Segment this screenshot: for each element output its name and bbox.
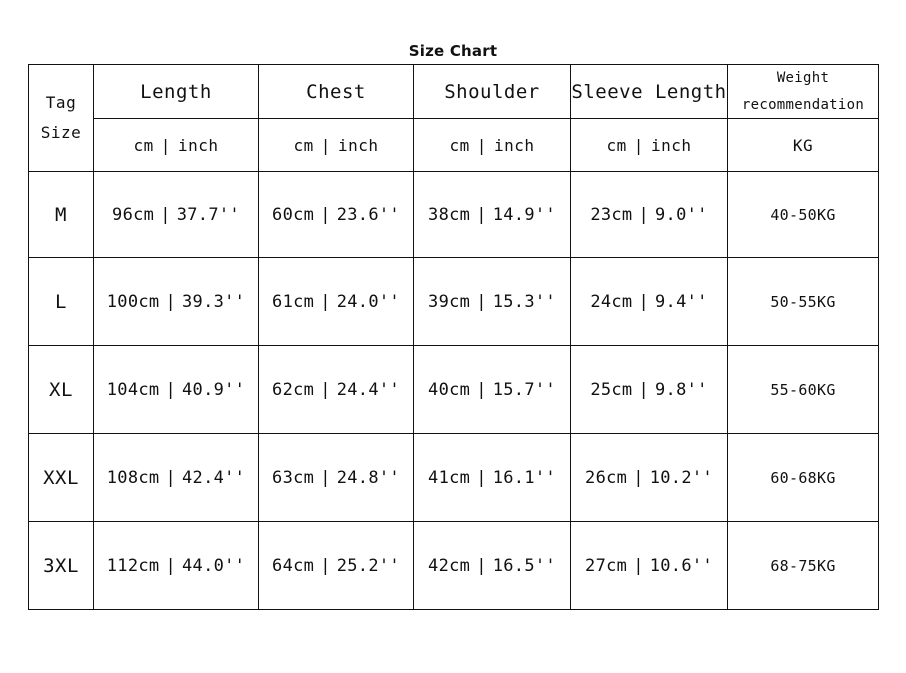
- cell-sleeve-inch: 9.8'': [655, 379, 708, 400]
- cell-chest-inch: 24.0'': [336, 291, 400, 312]
- cell-separator: |: [633, 555, 644, 576]
- cell-length: [94, 346, 259, 434]
- cell-length-cm: 104cm: [106, 379, 160, 400]
- unit-separator: |: [476, 135, 487, 155]
- cell-separator: |: [320, 379, 331, 400]
- cell-sleeve: [571, 522, 728, 610]
- table-header-row-main: [29, 65, 879, 119]
- cell-length-inch: 42.4'': [182, 467, 246, 488]
- cell-length-inch: 37.7'': [176, 204, 240, 225]
- cell-sleeve: [571, 172, 728, 258]
- cell-sleeve-inch: 10.2'': [649, 467, 713, 488]
- cell-shoulder-cm: 40cm: [428, 379, 471, 400]
- header-weight-line1: Weight: [776, 70, 830, 86]
- unit-separator: |: [160, 135, 171, 155]
- cell-shoulder-inch: 16.1'': [492, 467, 556, 488]
- header-unit-length: [94, 119, 259, 172]
- cell-shoulder-cm: 39cm: [428, 291, 471, 312]
- cell-separator: |: [165, 467, 176, 488]
- cell-separator: |: [476, 555, 487, 576]
- table-header-row-units: [29, 119, 879, 172]
- header-unit-sleeve: [571, 119, 728, 172]
- cell-shoulder: [414, 434, 571, 522]
- cell-shoulder-cm: 42cm: [428, 555, 471, 576]
- cell-separator: |: [476, 204, 487, 225]
- unit-chest-cm: cm: [293, 135, 314, 155]
- cell-weight: 40-50KG: [728, 172, 879, 258]
- cell-chest-cm: 60cm: [272, 204, 315, 225]
- cell-separator: |: [165, 291, 176, 312]
- cell-separator: |: [320, 291, 331, 312]
- unit-chest-inch: inch: [337, 135, 379, 155]
- cell-chest-cm: 62cm: [272, 379, 315, 400]
- cell-chest: [259, 346, 414, 434]
- cell-length-cm: 96cm: [112, 204, 155, 225]
- cell-length-cm: 100cm: [106, 291, 160, 312]
- cell-sleeve-cm: 26cm: [585, 467, 628, 488]
- header-cell-chest: Chest: [259, 65, 414, 119]
- cell-length-inch: 44.0'': [182, 555, 246, 576]
- header-tag-line1: Tag: [45, 92, 77, 112]
- cell-shoulder: [414, 258, 571, 346]
- cell-length: [94, 172, 259, 258]
- row-size-label: M: [29, 172, 94, 258]
- size-chart-table: [28, 64, 879, 610]
- cell-chest-inch: 24.8'': [336, 467, 400, 488]
- cell-separator: |: [165, 379, 176, 400]
- cell-chest: [259, 434, 414, 522]
- cell-separator: |: [638, 204, 649, 225]
- cell-sleeve-cm: 23cm: [590, 204, 633, 225]
- cell-chest-inch: 23.6'': [336, 204, 400, 225]
- cell-chest: [259, 522, 414, 610]
- header-unit-shoulder: [414, 119, 571, 172]
- cell-shoulder-cm: 38cm: [428, 204, 471, 225]
- cell-weight: 50-55KG: [728, 258, 879, 346]
- cell-sleeve: [571, 258, 728, 346]
- header-weight-line2: recommendation: [741, 96, 865, 113]
- table-row: [29, 346, 879, 434]
- cell-weight: 68-75KG: [728, 522, 879, 610]
- cell-sleeve-cm: 24cm: [590, 291, 633, 312]
- cell-separator: |: [633, 467, 644, 488]
- cell-shoulder: [414, 522, 571, 610]
- table-row: [29, 172, 879, 258]
- cell-separator: |: [320, 204, 331, 225]
- unit-separator: |: [320, 135, 331, 155]
- cell-shoulder: [414, 172, 571, 258]
- cell-length-cm: 112cm: [106, 555, 160, 576]
- row-size-label: XXL: [29, 434, 94, 522]
- cell-chest: [259, 172, 414, 258]
- cell-shoulder: [414, 346, 571, 434]
- unit-separator: |: [633, 135, 644, 155]
- cell-chest-inch: 24.4'': [336, 379, 400, 400]
- unit-sleeve-cm: cm: [606, 135, 627, 155]
- cell-weight: 55-60KG: [728, 346, 879, 434]
- cell-separator: |: [160, 204, 171, 225]
- cell-separator: |: [638, 379, 649, 400]
- table-row: [29, 434, 879, 522]
- header-cell-tag-size: [29, 65, 94, 172]
- cell-length: [94, 434, 259, 522]
- cell-shoulder-inch: 15.7'': [492, 379, 556, 400]
- unit-sleeve-inch: inch: [650, 135, 692, 155]
- row-size-label: 3XL: [29, 522, 94, 610]
- cell-chest-cm: 64cm: [272, 555, 315, 576]
- unit-length-inch: inch: [177, 135, 219, 155]
- cell-separator: |: [320, 555, 331, 576]
- cell-chest: [259, 258, 414, 346]
- page-title: Size Chart: [408, 42, 498, 60]
- header-tag-line2: Size: [40, 123, 82, 143]
- cell-separator: |: [476, 467, 487, 488]
- cell-sleeve-inch: 9.4'': [655, 291, 708, 312]
- cell-shoulder-cm: 41cm: [428, 467, 471, 488]
- header-cell-shoulder: Shoulder: [414, 65, 571, 119]
- cell-sleeve: [571, 346, 728, 434]
- table-row: [29, 258, 879, 346]
- cell-sleeve-inch: 9.0'': [655, 204, 708, 225]
- cell-chest-cm: 61cm: [272, 291, 315, 312]
- cell-length: [94, 258, 259, 346]
- header-cell-weight: [728, 65, 879, 119]
- header-cell-sleeve-length: Sleeve Length: [571, 65, 728, 119]
- cell-sleeve-cm: 25cm: [590, 379, 633, 400]
- cell-shoulder-inch: 15.3'': [492, 291, 556, 312]
- cell-length-cm: 108cm: [106, 467, 160, 488]
- table-row: [29, 522, 879, 610]
- cell-shoulder-inch: 16.5'': [492, 555, 556, 576]
- cell-chest-cm: 63cm: [272, 467, 315, 488]
- cell-weight: 60-68KG: [728, 434, 879, 522]
- cell-separator: |: [476, 379, 487, 400]
- header-unit-weight: KG: [728, 119, 879, 172]
- cell-separator: |: [320, 467, 331, 488]
- unit-shoulder-inch: inch: [493, 135, 535, 155]
- cell-separator: |: [476, 291, 487, 312]
- cell-separator: |: [165, 555, 176, 576]
- cell-separator: |: [638, 291, 649, 312]
- cell-length-inch: 39.3'': [182, 291, 246, 312]
- unit-shoulder-cm: cm: [449, 135, 470, 155]
- cell-shoulder-inch: 14.9'': [492, 204, 556, 225]
- row-size-label: XL: [29, 346, 94, 434]
- cell-length-inch: 40.9'': [182, 379, 246, 400]
- cell-length: [94, 522, 259, 610]
- cell-chest-inch: 25.2'': [336, 555, 400, 576]
- cell-sleeve-inch: 10.6'': [649, 555, 713, 576]
- header-cell-length: Length: [94, 65, 259, 119]
- unit-length-cm: cm: [133, 135, 154, 155]
- cell-sleeve-cm: 27cm: [585, 555, 628, 576]
- row-size-label: L: [29, 258, 94, 346]
- header-unit-chest: [259, 119, 414, 172]
- cell-sleeve: [571, 434, 728, 522]
